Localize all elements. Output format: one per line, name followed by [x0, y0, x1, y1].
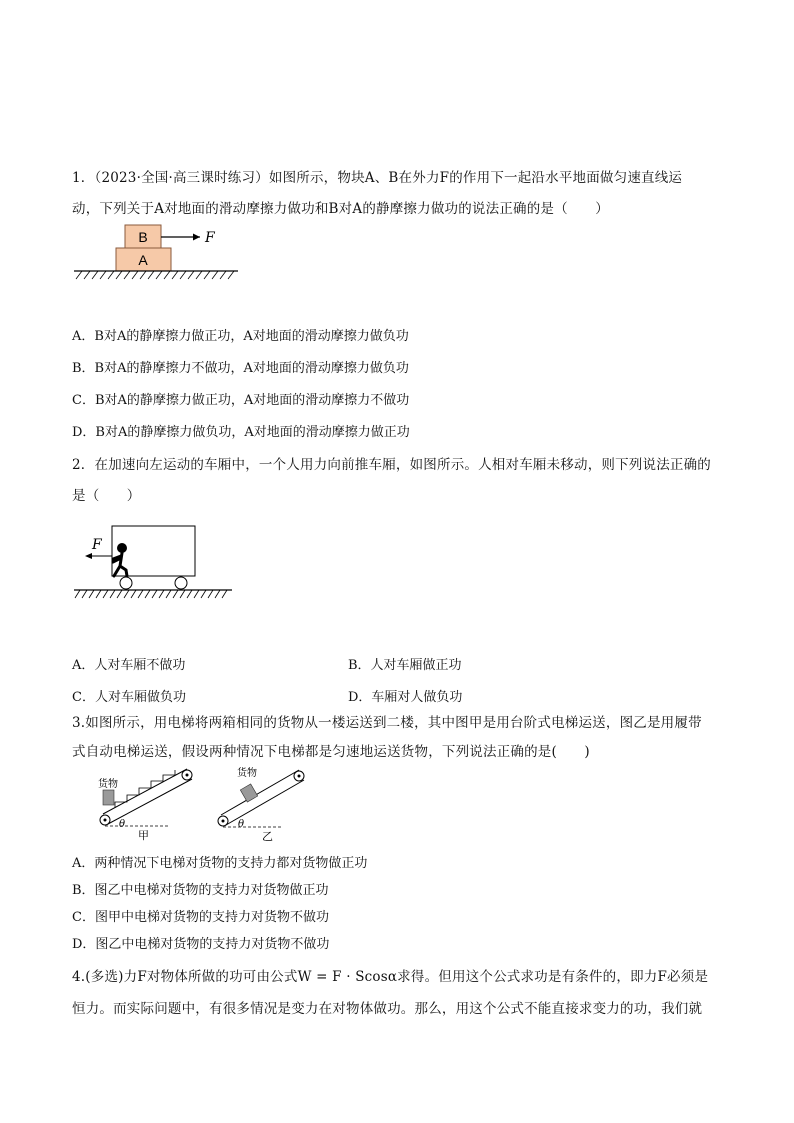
label-b: B — [138, 229, 148, 245]
q4-stem-line2: 恒力。而实际问题中，有很多情况是变力在对物体做功。那么，用这个公式不能直接求变力的功，我们就 — [72, 1001, 703, 1017]
q1-stem-line1: 1．（2023·全国·高三课时练习）如图所示，物块A、B在外力F的作用下一起沿水平地面做匀速直线运 — [72, 170, 683, 186]
label-f: F — [92, 537, 102, 553]
escalator-yi — [218, 766, 304, 843]
q3-option-d[interactable]: D．图乙中电梯对货物的支持力对货物不做功 — [72, 937, 330, 952]
q3-option-c[interactable]: C．图甲中电梯对货物的支持力对货物不做功 — [72, 910, 329, 925]
q1-option-a[interactable]: A．B对A的静摩擦力做正功，A对地面的滑动摩擦力做负功 — [72, 329, 409, 344]
wheel-left — [120, 577, 132, 589]
q2-option-b[interactable]: B．人对车厢做正功 — [348, 658, 462, 673]
cargo-box-yi — [240, 784, 257, 802]
cargo-box-jia — [103, 790, 114, 805]
theta-yi: θ — [238, 819, 245, 830]
q3-stem-line1: 3.如图所示，用电梯将两箱相同的货物从一楼运送到二楼，其中图甲是用台阶式电梯运送，图乙是用履带 — [72, 715, 702, 731]
q2-option-c[interactable]: C．人对车厢做负功 — [72, 690, 186, 705]
q2-stem-line2: 是（ ） — [72, 488, 141, 504]
q3-option-b[interactable]: B．图乙中电梯对货物的支持力对货物做正功 — [72, 883, 329, 898]
q1-option-b[interactable]: B．B对A的静摩擦力不做功，A对地面的滑动摩擦力做负功 — [72, 361, 409, 376]
q1-option-d[interactable]: D．B对A的静摩擦力做负功，A对地面的滑动摩擦力做正功 — [72, 425, 410, 440]
q1-figure — [72, 222, 242, 282]
q3-stem-line2: 式自动电梯运送，假设两种情况下电梯都是匀速地运送货物，下列说法正确的是( ) — [72, 744, 590, 760]
cargo-label-jia: 货物 — [98, 779, 118, 790]
q2-option-d[interactable]: D．车厢对人做负功 — [348, 690, 463, 705]
q2-stem-line1: 2．在加速向左运动的车厢中，一个人用力向前推车厢，如图所示。人相对车厢未移动，则下列说法正确的 — [72, 457, 711, 473]
wheel-right — [175, 577, 187, 589]
cargo-label-yi: 货物 — [237, 768, 257, 779]
q3-option-a[interactable]: A．两种情况下电梯对货物的支持力都对货物做正功 — [72, 856, 368, 871]
label-yi: 乙 — [262, 830, 273, 843]
person-head — [117, 543, 127, 553]
escalator-jia — [98, 769, 192, 842]
label-a: A — [138, 252, 148, 268]
q1-option-c[interactable]: C．B对A的静摩擦力做正功，A对地面的滑动摩擦力不做功 — [72, 393, 410, 408]
theta-jia: θ — [119, 819, 126, 830]
label-jia: 甲 — [138, 829, 149, 842]
q1-stem-line2: 动，下列关于A对地面的滑动摩擦力做功和B对A的静摩擦力做功的说法正确的是（ ） — [72, 201, 609, 217]
label-f: F — [205, 230, 215, 246]
q4-stem-line1: 4.(多选)力F对物体所做的功可由公式W = F · Scosα求得。但用这个公式求功是有条件的，即力F必须是 — [72, 969, 709, 985]
q2-option-a[interactable]: A．人对车厢不做功 — [72, 658, 186, 673]
q2-figure — [72, 520, 237, 605]
q3-figure — [95, 764, 325, 844]
